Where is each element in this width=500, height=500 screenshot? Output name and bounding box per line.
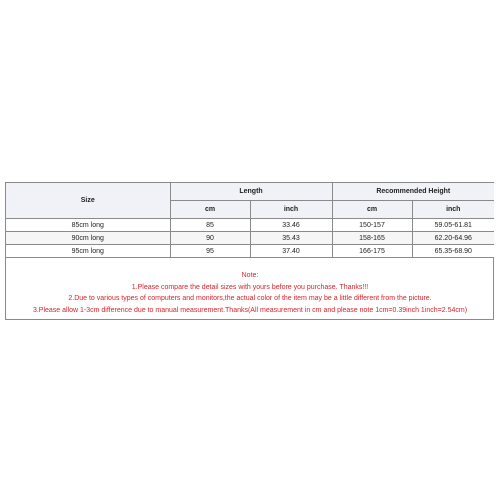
table-row <box>6 232 494 245</box>
cell-size: 90cm long <box>6 232 170 245</box>
note-line: 2.Due to various types of computers and monitors,the actual color of the item may be a little different from the picture. <box>68 295 432 302</box>
cell-length-cm: 85 <box>170 219 250 232</box>
notes-title: Note: <box>241 272 259 279</box>
cell-size: 95cm long <box>6 245 170 258</box>
cell-length-cm: 90 <box>170 232 250 245</box>
subheader-length-inch: inch <box>250 201 332 219</box>
cell-length-cm: 95 <box>170 245 250 258</box>
cell-height-cm: 150-157 <box>332 219 412 232</box>
cell-height-inch: 65.35-68.90 <box>412 245 494 258</box>
header-recommended-height: Recommended Height <box>332 183 494 201</box>
table-row <box>6 245 494 258</box>
cell-length-inch: 33.46 <box>250 219 332 232</box>
table-row <box>6 219 494 232</box>
note-line: 1.Please compare the detail sizes with yours before you purchase. Thanks!!! <box>131 283 369 291</box>
table-header-row <box>6 183 494 201</box>
cell-height-inch: 59.05-61.81 <box>412 219 494 232</box>
cell-height-inch: 62.20-64.96 <box>412 232 494 245</box>
cell-height-cm: 158-165 <box>332 232 412 245</box>
cell-size: 85cm long <box>6 219 170 232</box>
note-line: 3.Please allow 1-3cm difference due to manual measurement.Thanks(All measurement in cm and please note 1cm=0.39inch 1inch=2.54cm) <box>32 306 468 314</box>
cell-height-cm: 166-175 <box>332 245 412 258</box>
size-table <box>6 183 494 258</box>
cell-length-inch: 35.43 <box>250 232 332 245</box>
header-length: Length <box>170 183 332 201</box>
subheader-height-cm: cm <box>332 201 412 219</box>
cell-length-inch: 37.40 <box>250 245 332 258</box>
notes-section <box>0 270 500 316</box>
header-size: Size <box>6 183 170 219</box>
subheader-length-cm: cm <box>170 201 250 219</box>
subheader-height-inch: inch <box>412 201 494 219</box>
